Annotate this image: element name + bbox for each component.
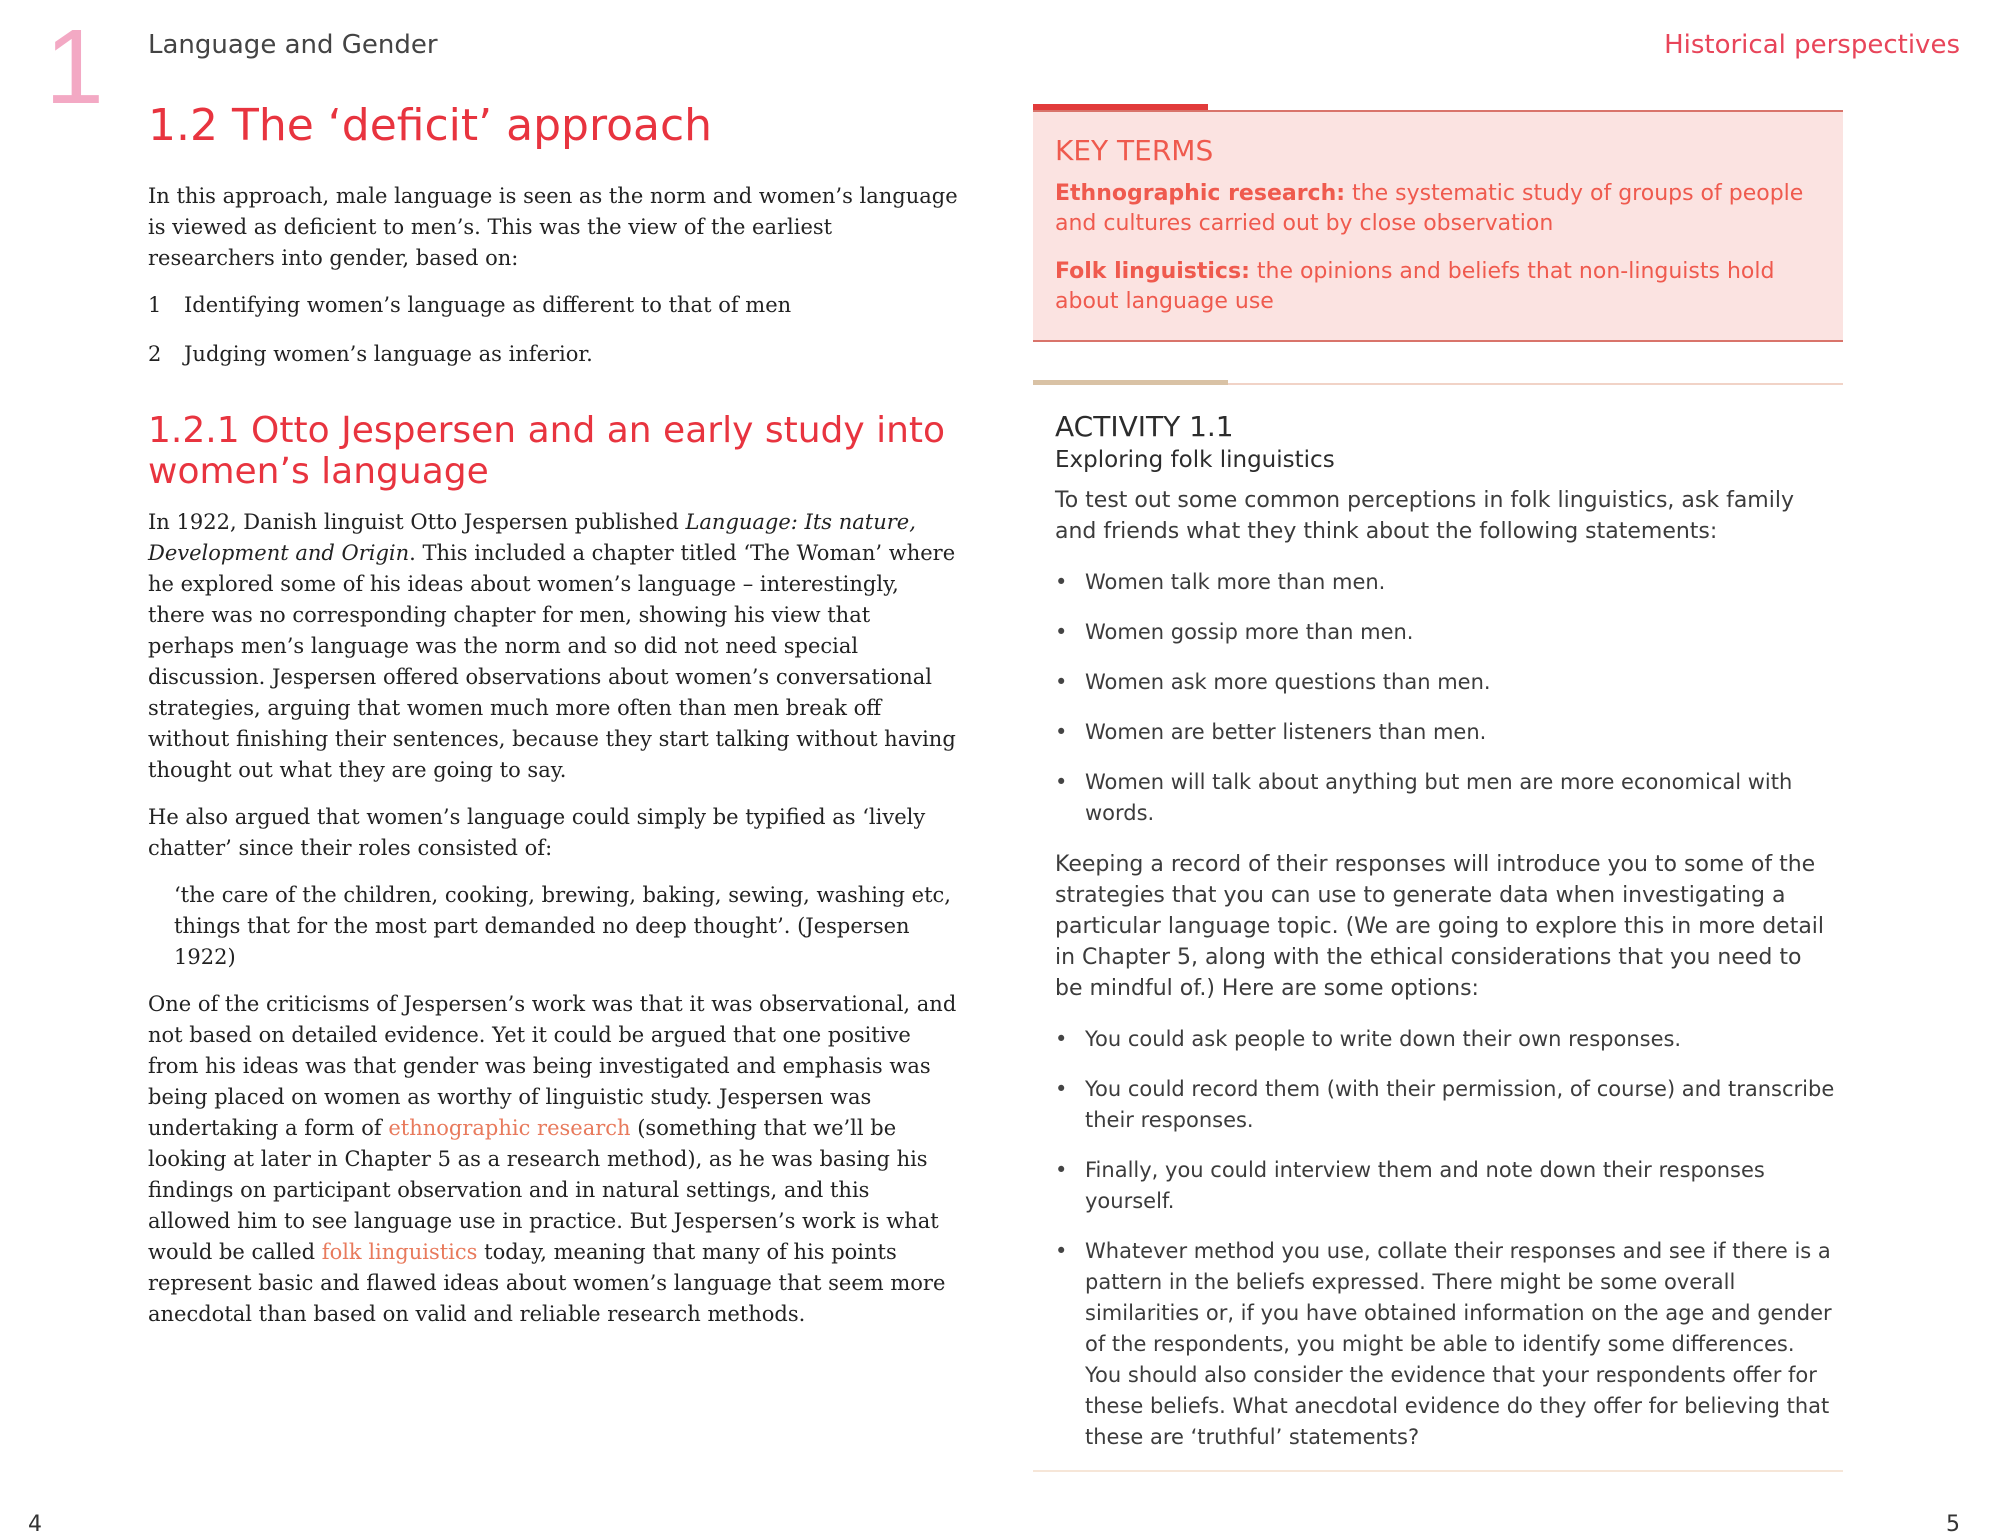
- text-run: One of the criticisms of Jespersen’s work was that it was observational, and not based on detailed evidence. Yet it could be argued that one positive from his ideas was that gender was being investigated and emphasis was being placed on women as worthy of linguistic study. Jespersen was undertaking a form of: [148, 991, 957, 1140]
- activity-box: [1055, 410, 1835, 1473]
- chapter-number: 1: [45, 8, 104, 126]
- key-terms-accent-bar: [1033, 104, 1208, 110]
- list-item: [148, 339, 958, 370]
- list-text: Identifying women’s language as different to that of men: [184, 292, 792, 317]
- key-term-text: the opinions and beliefs that non-linguists hold about language use: [1055, 259, 1775, 314]
- running-head-left: Language and Gender: [148, 30, 438, 60]
- statement-item: • Women are better listeners than men.: [1055, 717, 1835, 748]
- page-number-left: 4: [28, 1512, 42, 1537]
- activity-paragraph: Keeping a record of their responses will introduce you to some of the strategies that you can use to generate data when investigating a particular language topic. (We are going to explore this in more detail in Chapter 5, along with the ethical considerations that you need to be mindful of.) Here are some options:: [1055, 852, 1825, 1001]
- activity-subtitle: Exploring folk linguistics: [1055, 447, 1335, 473]
- book-title: Language: Its nature, Development and Origin: [148, 509, 916, 565]
- key-term-definition: [1055, 179, 1835, 239]
- key-terms-bottom-rule: [1033, 340, 1843, 342]
- activity-bottom-rule: [1033, 1470, 1843, 1472]
- statement-item: • Women ask more questions than men.: [1055, 667, 1835, 698]
- text-run: In 1922, Danish linguist Otto Jespersen published: [148, 509, 686, 534]
- key-term: Folk linguistics:: [1055, 259, 1250, 284]
- left-page-content: [148, 100, 958, 1346]
- statement-item: • Women will talk about anything but men are more economical with words.: [1055, 767, 1835, 829]
- list-number: 2: [148, 341, 162, 366]
- list-number: 1: [148, 292, 162, 317]
- text-run: today, meaning that many of his points represent basic and flawed ideas about women’s language that seem more anecdotal than based on valid and reliable research methods.: [148, 1239, 946, 1326]
- option-item: • Whatever method you use, collate their responses and see if there is a pattern in the beliefs expressed. There might be some overall similarities or, if you have obtained information on the age and gender of the respondents, you might be able to identify some differences. You should also consider the evidence that your respondents offer for these beliefs. What anecdotal evidence do they offer for believing that these are ‘truthful’ statements?: [1055, 1236, 1835, 1453]
- statement-item: • Women talk more than men.: [1055, 567, 1835, 598]
- page-number-right: 5: [1946, 1512, 1960, 1537]
- activity-title: ACTIVITY 1.1: [1055, 410, 1234, 443]
- statement-item: • Women gossip more than men.: [1055, 617, 1835, 648]
- keyword-ethnographic-research[interactable]: ethnographic research: [388, 1115, 631, 1140]
- paragraph-jespersen-3: [148, 989, 958, 1330]
- activity-accent-bar: [1033, 380, 1228, 385]
- subsection-title: 1.2.1 Otto Jespersen and an early study into women’s language: [148, 409, 946, 493]
- key-terms-title: KEY TERMS: [1055, 134, 1214, 167]
- key-term-text: the systematic study of groups of people and cultures carried out by close observation: [1055, 181, 1804, 236]
- options-list: [1055, 1024, 1835, 1453]
- key-term: Ethnographic research:: [1055, 181, 1346, 206]
- section-intro: In this approach, male language is seen as the norm and women’s language is viewed as deficient to men’s. This was the view of the earliest researchers into gender, based on:: [148, 183, 958, 270]
- activity-intro: To test out some common perceptions in folk linguistics, ask family and friends what they think about the following statements:: [1055, 488, 1794, 544]
- paragraph-jespersen-1: [148, 507, 958, 786]
- key-term-definition: [1055, 257, 1835, 317]
- keyword-folk-linguistics[interactable]: folk linguistics: [321, 1239, 478, 1264]
- option-item: • You could record them (with their permission, of course) and transcribe their responses.: [1055, 1074, 1835, 1136]
- block-quote: ‘the care of the children, cooking, brewing, baking, sewing, washing etc, things that for the most part demanded no deep thought’. (Jespersen 1922): [174, 882, 951, 969]
- option-item: • Finally, you could interview them and note down their responses yourself.: [1055, 1155, 1835, 1217]
- option-item: • You could ask people to write down their own responses.: [1055, 1024, 1835, 1055]
- key-terms-top-rule: [1033, 110, 1843, 112]
- paragraph-jespersen-2: He also argued that women’s language could simply be typified as ‘lively chatter’ since their roles consisted of:: [148, 804, 926, 860]
- list-text: Judging women’s language as inferior.: [184, 341, 593, 366]
- text-run: (something that we’ll be looking at later in Chapter 5 as a research method), as he was basing his findings on participant observation and in natural settings, and this allowed him to see language use in practice. But Jespersen’s work is what would be called: [148, 1115, 939, 1264]
- list-item: [148, 290, 958, 321]
- statement-list: [1055, 567, 1835, 829]
- running-head-right: Historical perspectives: [1664, 30, 1960, 60]
- text-run: . This included a chapter titled ‘The Woman’ where he explored some of his ideas about women’s language – interestingly, there was no corresponding chapter for men, showing his view that perhaps men’s language was the norm and so did not need special discussion. Jespersen offered observations about women’s conversational strategies, arguing that women much more often than men break off without finishing their sentences, because they start talking without having thought out what they are going to say.: [148, 540, 956, 782]
- key-terms-content: [1055, 134, 1835, 335]
- section-title: 1.2 The ‘deficit’ approach: [148, 100, 713, 151]
